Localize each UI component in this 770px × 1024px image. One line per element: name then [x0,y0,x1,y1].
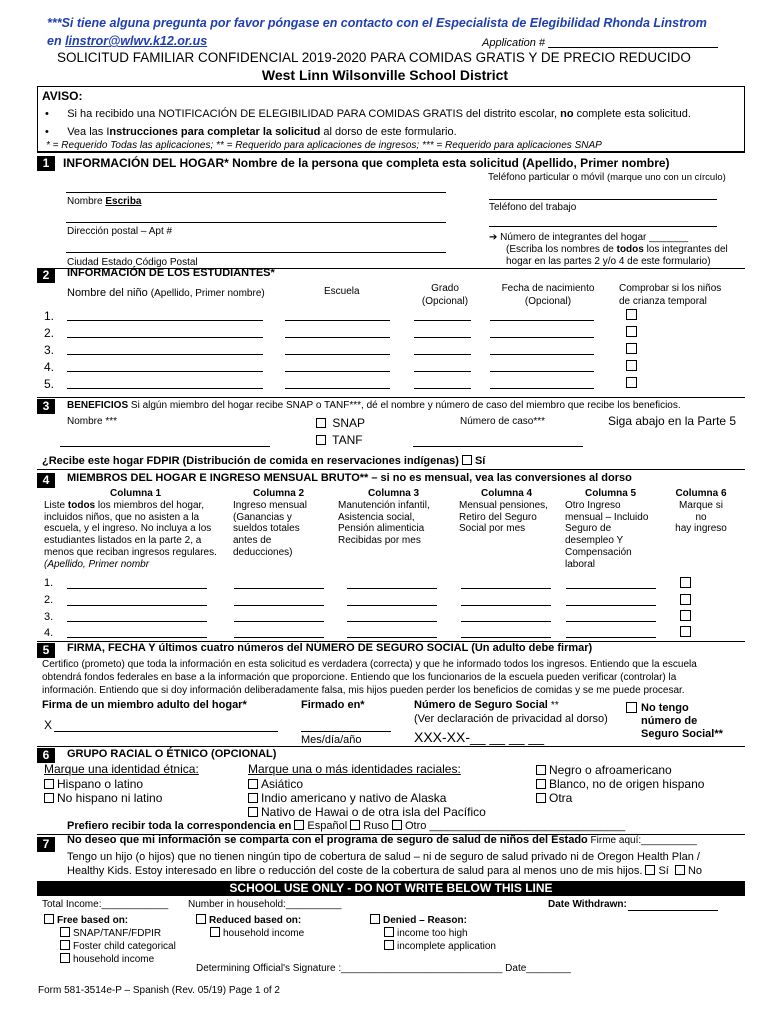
date-withdrawn-label: Date Withdrawn: [548,899,627,910]
work-phone-label: Teléfono del trabajo [489,202,577,213]
ethnicity-non-hispanic[interactable]: No hispano ni latino [44,791,162,805]
denied-checkbox[interactable] [370,914,380,924]
notice-item-1: • Si ha recibido una NOTIFICACIÓN DE ELEGIBILIDAD PARA COMIDAS GRATIS del distrito escolar, no complete esta solicitud. [45,108,691,120]
requirement-legend: * = Requerido Todas las aplicaciones; ** = Requerido para aplicaciones de ingresos; *** = Requerido para aplicaciones SNAP [46,140,602,151]
member-name-field[interactable] [67,637,207,638]
signed-on-label: Firmado en* [301,699,365,711]
checkbox-icon[interactable] [248,807,258,817]
grade-field[interactable] [414,388,471,389]
contact-en: en [47,34,66,48]
incomplete-application-checkbox[interactable] [384,940,394,950]
work-phone-field[interactable] [489,217,717,227]
tanf-checkbox[interactable] [316,435,326,445]
grade-header: Grado (Opcional) [421,283,469,307]
date-withdrawn-field[interactable] [628,899,718,911]
checkbox-icon[interactable] [44,779,54,789]
race-black[interactable]: Negro o afroamericano [536,763,672,777]
other-income-field[interactable] [566,637,656,638]
school-field[interactable] [285,354,390,355]
column-5-header: Columna 5 Otro Ingreso mensual – Incluido Seguro de desempleo Y Compensación laboral [565,488,649,570]
checkbox-icon[interactable] [536,793,546,803]
applicant-name-field[interactable] [66,183,446,193]
certification-line-1: Certifico (prometo) que toda la información en esta solicitud es verdadera (correcta) y que he informado todos los ingresos. Entiendo que la escuela [42,659,697,670]
student-row-number: 1. [44,309,55,323]
fdpir-question: ¿Recibe este hogar FDPIR (Distribución de comida en reservaciones indígenas) Sí [42,455,486,467]
form-id: Form 581-3514e-P – Spanish (Rev. 05/19) Page 1 of 2 [38,985,280,996]
dob-field[interactable] [490,320,594,321]
free-based-on: Free based on: SNAP/TANF/FDPIR Foster child categorical household income [44,914,176,966]
official-signature-line: Determining Official's Signature :_____________________________ Date________ [196,963,571,974]
section-1-number: 1 [37,156,55,171]
support-income-field[interactable] [347,621,437,622]
application-number-label: Application # [482,37,545,49]
grade-field[interactable] [414,354,471,355]
foster-checkbox[interactable] [626,326,637,337]
russian-checkbox[interactable] [350,820,360,830]
section-5-title: FIRMA, FECHA Y últimos cuatro números del NÚMERO DE SEGURO SOCIAL (Un adulto debe firmar) [67,642,593,654]
snap-option[interactable]: SNAP [316,416,365,430]
dob-field[interactable] [490,388,594,389]
section-3-number: 3 [37,399,55,414]
race-other[interactable]: Otra [536,791,572,805]
race-label: Marque una o más identidades raciales: [248,762,461,776]
student-row-number: 2. [44,326,55,340]
total-income-label: Total Income:____________ [42,899,169,910]
race-asian[interactable]: Asiático [248,777,303,791]
other-income-field[interactable] [566,605,656,606]
member-row-number: 3. [44,611,54,623]
home-phone-label: Teléfono particular o móvil (marque uno con un círculo) [488,172,726,183]
signature-field[interactable] [54,718,278,732]
member-row-number: 2. [44,594,54,606]
dob-field[interactable] [490,354,594,355]
ethnicity-label: Marque una identidad étnica: [44,762,199,776]
pension-field[interactable] [461,588,551,589]
section-7-title: No deseo que mi información se comparta con el programa de seguro de salud de niños del Estado Firme aquí:__________ [67,834,697,846]
reduced-checkbox[interactable] [196,914,206,924]
district-name: West Linn Wilsonville School District [261,67,509,83]
support-income-field[interactable] [347,588,437,589]
no-income-checkbox[interactable] [680,577,691,588]
child-name-field[interactable] [67,337,263,338]
case-number-field[interactable] [413,437,583,447]
arrow-right-icon: ➔ [489,232,498,243]
child-name-field[interactable] [67,371,263,372]
column-2-header: Columna 2 Ingreso mensual (Ganancias y sueldos totales antes de deducciones) [233,488,307,558]
certification-line-2: obtendrá fondos federales en base a la información que proporcione. Entiendo que los funcionarios de la escuela pueden verificar (controlar) la [42,672,677,683]
grade-field[interactable] [414,320,471,321]
section-1-title: INFORMACIÓN DEL HOGAR* Nombre de la persona que completa esta solicitud (Apellido, Primer nombre) [63,156,670,170]
member-name-field[interactable] [67,605,207,606]
column-4-header: Columna 4 Mensual pensiones, Retiro del Seguro Social por mes [459,488,548,535]
health-coverage-text-2: Healthy Kids. Estoy interesado en libre o reducción del coste de la cobertura de salud para al menos uno de mis hijos. Sí No [67,865,703,877]
income-too-high-checkbox[interactable] [384,927,394,937]
section-7-number: 7 [37,837,55,852]
earnings-field[interactable] [234,621,324,622]
dob-field[interactable] [490,337,594,338]
ethnicity-hispanic[interactable]: Hispano o latino [44,777,143,791]
city-label: Ciudad Estado Código Postal [67,257,198,268]
contact-line: ***Si tiene alguna pregunta por favor póngase en contacto con el Especialista de Elegibilidad Rhonda Linstrom [47,16,707,30]
ssn-privacy-note: (Ver declaración de privacidad al dorso) [414,713,608,725]
denied-reason: Denied – Reason: income too high incomplete application [370,914,496,953]
pension-field[interactable] [461,621,551,622]
reduced-based-on: Reduced based on: household income [196,914,304,940]
school-field[interactable] [285,388,390,389]
section-2-number: 2 [37,268,55,283]
other-language-checkbox[interactable] [392,820,402,830]
checkbox-icon[interactable] [536,765,546,775]
checkbox-icon[interactable] [248,793,258,803]
household-size-label: ➔ Número de integrantes del hogar _______ [489,232,689,243]
section-4-title: MIEMBROS DEL HOGAR E INGRESO MENSUAL BRUTO** – si no es mensual, vea las conversiones al dorso [67,472,632,484]
checkbox-icon[interactable] [536,779,546,789]
foster-checkbox[interactable] [626,360,637,371]
member-name-field[interactable] [67,621,207,622]
household-income-checkbox[interactable] [60,953,70,963]
reduced-income-checkbox[interactable] [210,927,220,937]
yes-checkbox[interactable] [645,865,655,875]
skip-to-part5: Siga abajo en la Parte 5 [608,414,737,428]
school-field[interactable] [285,337,390,338]
child-name-field[interactable] [67,354,263,355]
other-income-field[interactable] [566,621,656,622]
home-phone-field[interactable] [489,190,717,200]
name-label: Nombre Escriba [67,196,142,207]
foster-checkbox[interactable] [626,377,637,388]
earnings-field[interactable] [234,588,324,589]
grade-field[interactable] [414,337,471,338]
earnings-field[interactable] [234,605,324,606]
fdpir-checkbox[interactable] [462,455,472,465]
notice-item-2: • Vea las Instrucciones para completar la solicitud al dorso de este formulario. [45,126,457,138]
application-number-field[interactable] [548,36,718,48]
snap-tanf-checkbox[interactable] [60,927,70,937]
section-2-title: INFORMACIÓN DE LOS ESTUDIANTES* [67,267,275,279]
column-3-header: Columna 3 Manutención infantil, Asistencia social, Pensión alimenticia Recibidas por mes [338,488,430,547]
other-income-field[interactable] [566,588,656,589]
health-optout-signature[interactable]: __________ [641,835,697,846]
pension-field[interactable] [461,605,551,606]
earnings-field[interactable] [234,637,324,638]
contact-email-link[interactable]: linstror@wlwv.k12.or.us [65,34,208,48]
foster-checkbox[interactable] [626,309,637,320]
no-income-checkbox[interactable] [680,594,691,605]
free-checkbox[interactable] [44,914,54,924]
school-field[interactable] [285,371,390,372]
language-preference: Prefiero recibir toda la correspondencia en Español Ruso Otro ________________________________ [67,820,626,832]
student-row-number: 4. [44,360,55,374]
member-row-number: 1. [44,577,54,589]
grade-field[interactable] [414,371,471,372]
foster-categorical-checkbox[interactable] [60,940,70,950]
race-pacific-islander[interactable]: Nativo de Hawai o de otra isla del Pacífico [248,805,486,819]
tanf-option[interactable]: TANF [316,433,363,447]
case-number-label: Número de caso*** [460,416,546,427]
benefits-name-label: Nombre *** [67,416,118,427]
section-4-number: 4 [37,473,55,488]
address-label: Dirección postal – Apt # [67,226,173,237]
address-field[interactable] [66,213,446,223]
child-name-header: Nombre del niño (Apellido, Primer nombre) [67,287,265,299]
column-6-header: Columna 6 Marque si no hay ingreso [675,488,727,535]
school-field[interactable] [285,320,390,321]
household-note-2: hogar en las partes 2 y/o 4 de este formulario) [506,256,711,267]
column-1-header: Columna 1 Liste todos los miembros del hogar, incluidos niños, que no asisten a la escuela, y el ingreso. No incluya a los estudiantes listados en la parte 2, a menos que reciban ingresos regulares. (Apellido, Primer nombr [44,488,217,570]
no-checkbox[interactable] [675,865,685,875]
section-6-title: GRUPO RACIAL O ÉTNICO (OPCIONAL) [67,748,277,760]
school-header: Escuela [324,286,360,297]
member-row-number: 4. [44,627,54,639]
ssn-field[interactable]: XXX-XX-__ __ __ __ [414,729,544,745]
checkbox-icon[interactable] [44,793,54,803]
section-5-number: 5 [37,643,55,658]
notice-label: AVISO: [42,89,83,103]
dob-header: Fecha de nacimiento (Opcional) [501,283,595,307]
support-income-field[interactable] [347,605,437,606]
child-name-field[interactable] [67,388,263,389]
signature-label: Firma de un miembro adulto del hogar* [42,699,247,711]
no-ssn-checkbox[interactable] [626,702,637,713]
signature-x: X [44,718,53,732]
support-income-field[interactable] [347,637,437,638]
foster-header: Comprobar si los niños de crianza temporal [619,283,722,307]
member-name-field[interactable] [67,588,207,589]
student-row-number: 3. [44,343,55,357]
contact-line-2 [47,34,207,48]
foster-checkbox[interactable] [626,343,637,354]
pension-field[interactable] [461,637,551,638]
no-income-checkbox[interactable] [680,626,691,637]
race-white[interactable]: Blanco, no de origen hispano [536,777,704,791]
certification-line-3: información. Entiendo que si doy información deliberadamente falsa, mis hijos pueden perder los beneficios de comidas y se me puede procesar. [42,685,685,696]
household-note-1: (Escriba los nombres de todos los integrantes del [506,244,728,255]
no-income-checkbox[interactable] [680,610,691,621]
section-6-number: 6 [37,748,55,763]
child-name-field[interactable] [67,320,263,321]
city-state-zip-field[interactable] [66,243,446,253]
form-title: SOLICITUD FAMILIAR CONFIDENCIAL 2019-2020 PARA COMIDAS GRATIS Y DE PRECIO REDUCIDO [57,50,691,65]
school-use-banner: SCHOOL USE ONLY - DO NOT WRITE BELOW THIS LINE [37,881,745,896]
snap-checkbox[interactable] [316,418,326,428]
health-coverage-text-1: Tengo un hijo (o hijos) que no tienen ningún tipo de cobertura de salud – ni de seguro de salud privado ni de Oregon Health Plan / [67,851,700,863]
date-format-label: Mes/día/año [301,734,362,746]
section-3-title: BENEFICIOS Si algún miembro del hogar recibe SNAP o TANF***, dé el nombre y número de caso del miembro que recibe los beneficios. [67,400,681,411]
household-number-label: Number in household:__________ [188,899,342,910]
dob-field[interactable] [490,371,594,372]
ssn-label: Número de Seguro Social ** [414,699,559,711]
no-ssn-label: No tengo número de Seguro Social** [641,702,723,740]
race-american-indian[interactable]: Indio americano y nativo de Alaska [248,791,446,805]
benefits-name-field[interactable] [60,437,270,447]
student-row-number: 5. [44,377,55,391]
checkbox-icon[interactable] [248,779,258,789]
spanish-checkbox[interactable] [294,820,304,830]
signed-date-field[interactable] [301,718,391,732]
